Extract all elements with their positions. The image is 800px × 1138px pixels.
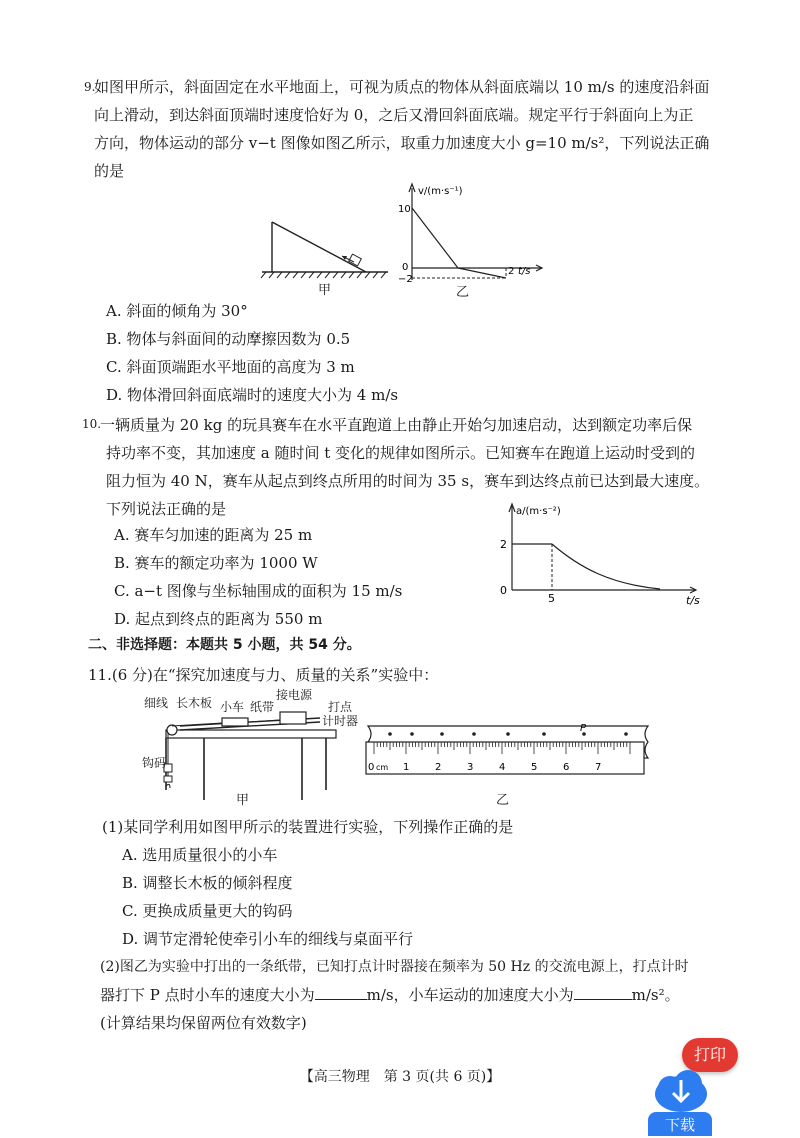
label-zhidai: 纸带 — [250, 700, 275, 714]
q11-sub1: (1)某同学利用如图甲所示的装置进行实验，下列操作正确的是 — [102, 818, 514, 836]
q9-graph-x-label: t/s — [518, 266, 531, 277]
q10-at-decay-curve — [552, 544, 660, 589]
q10-number: 10. — [82, 417, 102, 431]
q10-stem-line-3: 阻力恒为 40 N，赛车从起点到终点所用的时间为 35 s，赛车到达终点前已达到最大速度。 — [106, 472, 710, 490]
label-xixian: 细线 — [144, 696, 169, 710]
q11-sub1-option-c: C. 更换成质量更大的钩码 — [122, 902, 293, 920]
q10-option-c: C. a−t 图像与坐标轴围成的面积为 15 m/s — [114, 582, 403, 600]
ruler-tick-2: 2 — [435, 762, 442, 773]
q10-stem-line-1: 一辆质量为 20 kg 的玩具赛车在水平直跑道上由静止开始匀加速启动，达到额定功率后保 — [100, 416, 693, 434]
label-xiaoche: 小车 — [220, 700, 245, 714]
q9-option-a: A. 斜面的倾角为 30° — [106, 302, 248, 320]
q11-sub2-line-3: (计算结果均保留两位有效数字) — [100, 1014, 307, 1032]
ruler-unit: cm — [376, 763, 389, 772]
label-dadian: 打点 — [328, 700, 353, 714]
q9-fig-yi-label: 乙 — [456, 285, 470, 300]
ruler-tick-7: 7 — [595, 762, 602, 773]
ruler-tick-5: 5 — [531, 762, 538, 773]
q9-number: 9. — [84, 80, 96, 94]
acceleration-answer-blank[interactable] — [574, 985, 632, 1000]
q9-option-c: C. 斜面顶端距水平地面的高度为 3 m — [106, 358, 355, 376]
label-jishiqi: 计时器 — [322, 714, 359, 728]
q9-option-b: B. 物体与斜面间的动摩擦因数为 0.5 — [106, 330, 351, 348]
q9-stem-line-4: 的是 — [94, 162, 125, 180]
q9-option-d: D. 物体滑回斜面底端时的速度大小为 4 m/s — [106, 386, 399, 404]
section2-heading: 二、非选择题：本题共 5 小题，共 54 分。 — [88, 637, 361, 653]
q10-graph-xtick-5: 5 — [548, 592, 555, 605]
q9-vt-graph — [392, 182, 552, 286]
q11-sub2-line-1: (2)图乙为实验中打出的一条纸带，已知打点计时器接在频率为 50 Hz 的交流电源上，打点计时 — [100, 959, 689, 975]
q10-graph-y-label: a/(m·s⁻²) — [516, 506, 561, 517]
ruler-tick-4: 4 — [499, 762, 506, 773]
q9-fig-jia-label: 甲 — [318, 283, 332, 298]
q9-graph-ytick-neg2: −2 — [398, 274, 413, 285]
q9-graph-y-label: v/(m·s⁻¹) — [418, 186, 463, 197]
q10-stem-line-2: 持功率不变，其加速度 a 随时间 t 变化的规律如图所示。已知赛车在跑道上运动时受到的 — [106, 444, 696, 462]
q11-sub1-option-d: D. 调节定滑轮使牵引小车的细线与桌面平行 — [122, 930, 414, 948]
ruler-tick-3: 3 — [467, 762, 474, 773]
label-gouma: 钩码 — [142, 756, 167, 770]
q10-at-graph — [490, 498, 710, 630]
q11-fig-yi-label: 乙 — [496, 793, 510, 808]
ruler-tick-1: 1 — [403, 762, 410, 773]
cloud-download-icon — [646, 1066, 716, 1116]
q11-sub1-option-a: A. 选用质量很小的小车 — [122, 846, 278, 864]
q10-option-a: A. 赛车匀加速的距离为 25 m — [114, 526, 313, 544]
q10-graph-x-label: t/s — [686, 594, 700, 607]
q11-stem: 11.(6 分)在“探究加速度与力、质量的关系”实验中： — [88, 666, 439, 684]
q9-graph-ytick-0: 0 — [402, 262, 409, 273]
q10-option-d: D. 起点到终点的距离为 550 m — [114, 610, 323, 628]
q11-sub1-option-b: B. 调整长木板的倾斜程度 — [122, 874, 293, 892]
ruler-tick-0: 0 — [368, 762, 375, 773]
download-label[interactable]: 下载 — [648, 1112, 712, 1136]
q11-sub2-text-a: 器打下 P 点时小车的速度大小为 — [100, 986, 315, 1004]
q9-graph-ytick-10: 10 — [398, 204, 411, 215]
q10-option-b: B. 赛车的额定功率为 1000 W — [114, 554, 318, 572]
q10-stem-line-4: 下列说法正确的是 — [106, 500, 227, 518]
q11-sub2-text-b: m/s，小车运动的加速度大小为 — [366, 986, 574, 1004]
q9-stem-line-1: 如图甲所示，斜面固定在水平地面上，可视为质点的物体从斜面底端以 10 m/s 的速度沿斜面 — [94, 78, 710, 96]
q11-tape-ruler-figure — [360, 722, 656, 782]
label-jiedianyuan: 接电源 — [276, 688, 313, 702]
q9-graph-xtick-2: 2 — [508, 266, 515, 277]
ruler-tick-6: 6 — [563, 762, 570, 773]
q9-stem-line-3: 方向，物体运动的部分 v−t 图像如图乙所示，取重力加速度大小 g=10 m/s²，下列说法正确 — [94, 134, 710, 152]
q9-stem-line-2: 向上滑动，到达斜面顶端时速度恰好为 0，之后又滑回斜面底端。规定平行于斜面向上为正 — [94, 106, 694, 124]
ruler-point-p-label: P — [580, 723, 587, 734]
q9-vt-line-up — [412, 208, 458, 268]
q11-sub2-text-c: m/s²。 — [631, 986, 680, 1004]
q9-vt-line-down — [458, 268, 506, 278]
page-footer: 【高三物理 第 3 页(共 6 页)】 — [299, 1069, 501, 1085]
velocity-answer-blank[interactable] — [315, 985, 367, 1000]
q11-sub2-line-2 — [100, 984, 680, 1006]
q10-graph-ytick-0: 0 — [500, 584, 507, 597]
print-button[interactable]: 打印 — [682, 1038, 738, 1072]
label-changmuban: 长木板 — [176, 696, 213, 710]
q11-fig-jia-label: 甲 — [236, 793, 250, 808]
q10-graph-ytick-2: 2 — [500, 538, 507, 551]
